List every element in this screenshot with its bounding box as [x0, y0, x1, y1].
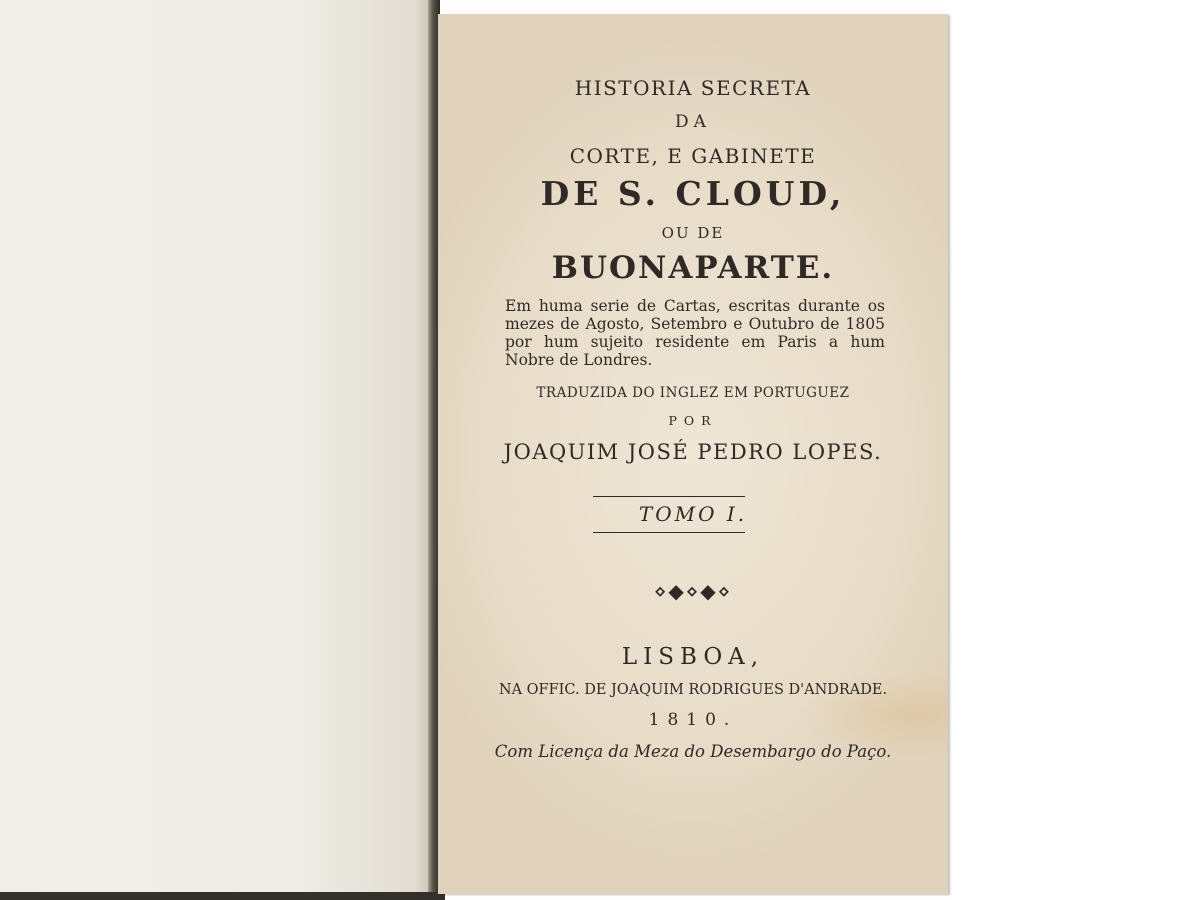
imprint-year: 1810.	[648, 710, 738, 730]
title-page	[438, 14, 948, 894]
subtitle-description: Em huma serie de Cartas, escritas durante os mezes de Agosto, Setembro e Outubro de 1805 por hum sujeito residente em Paris a hum Nobre de Londres.	[505, 297, 885, 369]
volume-rule-top	[593, 496, 745, 497]
title-line-4: DE S. CLOUD,	[540, 174, 846, 213]
volume-rule-bottom	[593, 532, 745, 533]
printers-ornament: ⋄◆⋄◆⋄	[653, 579, 733, 603]
title-line-3: CORTE, E GABINETE	[569, 144, 817, 168]
title-line-6: BUONAPARTE.	[551, 250, 835, 286]
title-line-1: HISTORIA SECRETA	[574, 76, 812, 100]
title-line-2: DA	[675, 112, 711, 132]
left-blank-page	[0, 0, 432, 900]
title-line-5: OU DE	[661, 224, 725, 242]
translation-note: TRADUZIDA DO INGLEZ EM PORTUGUEZ	[536, 385, 850, 401]
book-cover-edge	[0, 892, 445, 900]
imprint-city: LISBOA,	[621, 644, 765, 670]
translator-name: JOAQUIM JOSÉ PEDRO LOPES.	[503, 440, 883, 464]
by-label: POR	[668, 413, 718, 428]
volume-label: TOMO I.	[638, 502, 748, 526]
imprint-printer: NA OFFIC. DE JOAQUIM RODRIGUES D'ANDRADE.	[498, 682, 888, 698]
imprint-license: Com Licença da Meza do Desembargo do Paço.	[494, 742, 892, 761]
